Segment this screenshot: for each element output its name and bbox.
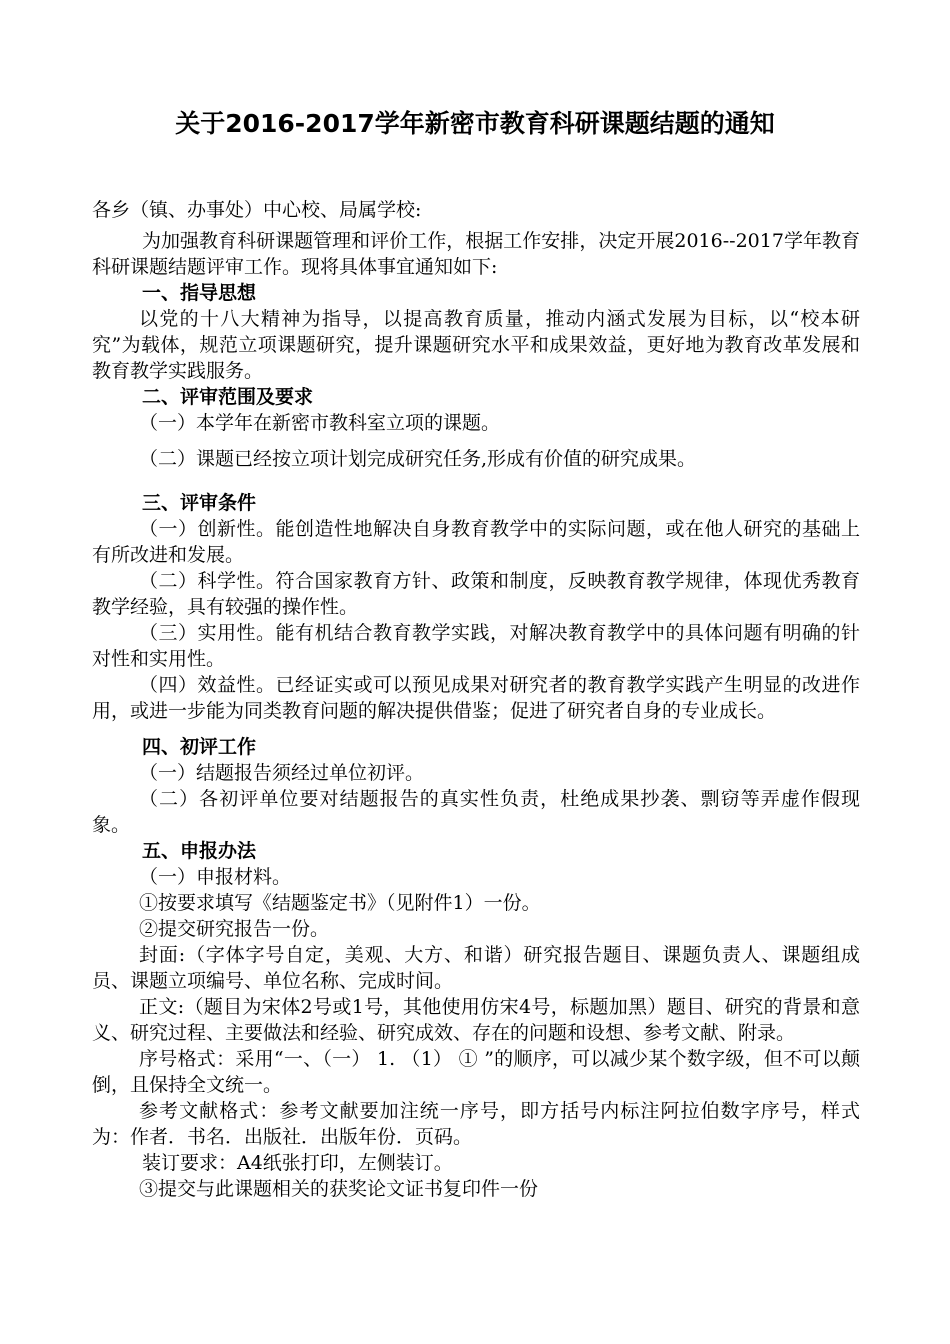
criteria-item-2: （二）科学性。符合国家教育方针、政策和制度，反映教育教学规律，体现优秀教育教学经验，具有较强的操作性。 xyxy=(92,570,860,618)
application-item-7: 参考文献格式：参考文献要加注统一序号，即方括号内标注阿拉伯数字序号，样式为：作者．书名．出版社．出版年份．页码。 xyxy=(92,1100,860,1148)
application-item-8: 装订要求：A4纸张打印，左侧装订。 xyxy=(142,1152,453,1174)
application-item-5: 正文:（题目为宋体2号或1号，其他使用仿宋4号，标题加黑）题目、研究的背景和意义、研究过程、主要做法和经验、研究成效、存在的问题和设想、参考文献、附录。 xyxy=(92,996,860,1044)
section-heading-application: 五、申报办法 xyxy=(142,840,257,862)
application-item-1: （一）申报材料。 xyxy=(139,866,292,888)
section-heading-scope: 二、评审范围及要求 xyxy=(142,386,314,408)
section-text-guiding-principle: 以党的十八大精神为指导，以提高教育质量，推动内涵式发展为目标，以“校本研究”为载体，规范立项课题研究，提升课题研究水平和成果效益，更好地为教育改革发展和教育教学实践服务。 xyxy=(92,308,860,382)
document-title: 关于2016-2017学年新密市教育科研课题结题的通知 xyxy=(175,109,775,138)
scope-item-2: （二）课题已经按立项计划完成研究任务,形成有价值的研究成果。 xyxy=(139,448,697,470)
scope-item-1: （一）本学年在新密市教科室立项的课题。 xyxy=(139,412,501,434)
application-item-6: 序号格式：采用“一、（一） 1. （1） ① ”的顺序，可以减少某个数字级，但不可以颠倒，且保持全文统一。 xyxy=(92,1048,860,1096)
application-item-4: 封面:（字体字号自定，美观、大方、和谐）研究报告题目、课题负责人、课题组成员、课题立项编号、单位名称、完成时间。 xyxy=(92,944,860,992)
application-item-3: ②提交研究报告一份。 xyxy=(139,918,330,940)
section-heading-preliminary-review: 四、初评工作 xyxy=(142,736,257,758)
section-heading-guiding-principle: 一、指导思想 xyxy=(142,282,257,304)
criteria-item-3: （三）实用性。能有机结合教育教学实践，对解决教育教学中的具体问题有明确的针对性和实用性。 xyxy=(92,622,860,670)
document-body xyxy=(92,197,860,1202)
salutation: 各乡（镇、办事处）中心校、局属学校: xyxy=(92,199,422,221)
criteria-item-4: （四）效益性。已经证实或可以预见成果对研究者的教育教学实践产生明显的改进作用，或进一步能为同类教育问题的解决提供借鉴；促进了研究者自身的专业成长。 xyxy=(92,674,860,722)
criteria-item-1: （一）创新性。能创造性地解决自身教育教学中的实际问题，或在他人研究的基础上有所改进和发展。 xyxy=(92,518,860,566)
review-item-1: （一）结题报告须经过单位初评。 xyxy=(139,762,425,784)
intro-paragraph: 为加强教育科研课题管理和评价工作，根据工作安排，决定开展2016--2017学年教育科研课题结题评审工作。现将具体事宜通知如下: xyxy=(92,230,860,278)
section-heading-criteria: 三、评审条件 xyxy=(142,492,257,514)
review-item-2: （二）各初评单位要对结题报告的真实性负责，杜绝成果抄袭、剽窃等弄虚作假现象。 xyxy=(92,788,860,836)
application-item-2: ①按要求填写《结题鉴定书》（见附件1）一份。 xyxy=(139,892,541,914)
application-item-9: ③提交与此课题相关的获奖论文证书复印件一份 xyxy=(139,1178,539,1200)
